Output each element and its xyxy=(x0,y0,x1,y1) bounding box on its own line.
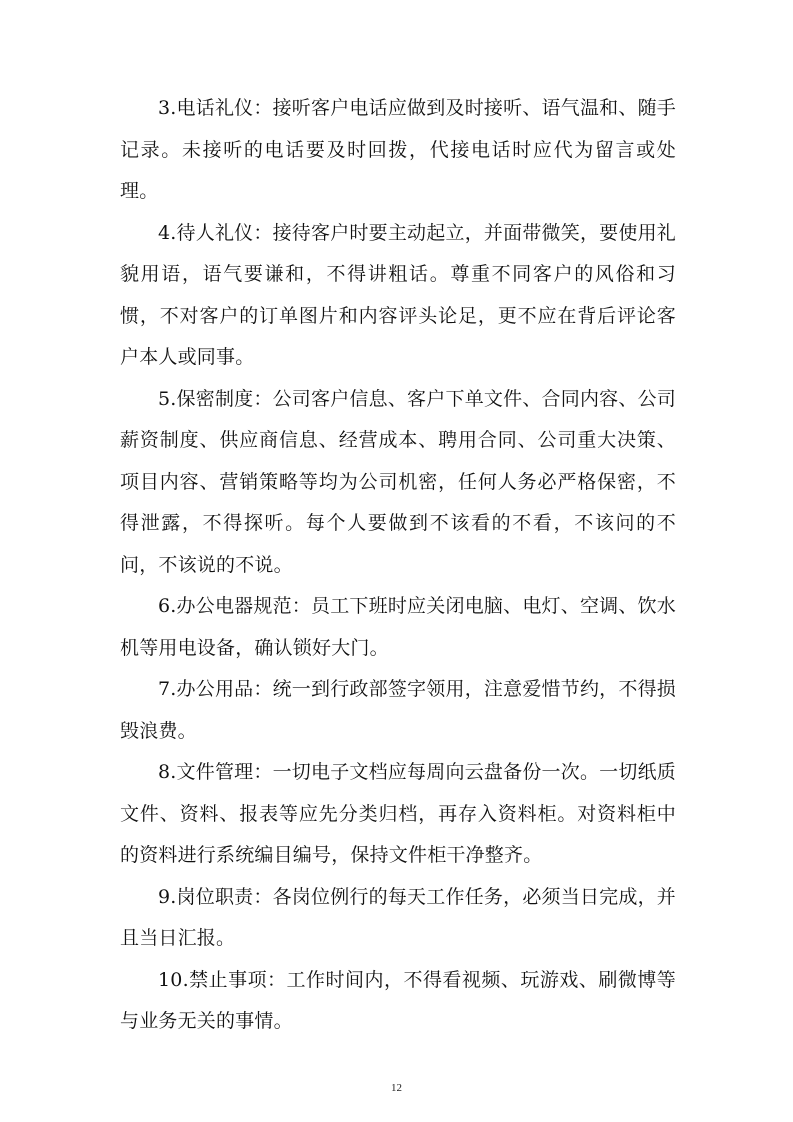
paragraph-prohibited-items: 10.禁止事项：工作时间内，不得看视频、玩游戏、刷微博等与业务无关的事情。 xyxy=(120,968,676,1032)
page-number: 12 xyxy=(391,1082,402,1094)
paragraph-office-supplies: 7.办公用品：统一到行政部签字领用，注意爱惜节约，不得损毁浪费。 xyxy=(120,678,676,742)
paragraph-reception-etiquette: 4.待人礼仪：接待客户时要主动起立，并面带微笑，要使用礼貌用语，语气要谦和，不得讲粗话。尊重不同客户的风俗和习惯，不对客户的订单图片和内容评头论足，更不应在背后评论客户本人或同事。 xyxy=(120,221,676,368)
paragraph-job-duties: 9.岗位职责：各岗位例行的每天工作任务，必须当日完成，并且当日汇报。 xyxy=(120,885,676,949)
paragraph-phone-etiquette: 3.电话礼仪：接听客户电话应做到及时接听、语气温和、随手记录。未接听的电话要及时回拨，代接电话时应代为留言或处理。 xyxy=(120,97,676,202)
paragraph-confidentiality: 5.保密制度：公司客户信息、客户下单文件、合同内容、公司薪资制度、供应商信息、经营成本、聘用合同、公司重大决策、项目内容、营销策略等均为公司机密，任何人务必严格保密，不得泄露，不得探听。每个人要做到不该看的不看，不该问的不问，不该说的不说。 xyxy=(120,387,676,576)
paragraph-office-appliances: 6.办公电器规范：员工下班时应关闭电脑、电灯、空调、饮水机等用电设备，确认锁好大门。 xyxy=(120,595,676,659)
document-body xyxy=(120,88,676,1043)
paragraph-file-management: 8.文件管理：一切电子文档应每周向云盘备份一次。一切纸质文件、资料、报表等应先分类归档，再存入资料柜。对资料柜中的资料进行系统编目编号，保持文件柜干净整齐。 xyxy=(120,761,676,866)
